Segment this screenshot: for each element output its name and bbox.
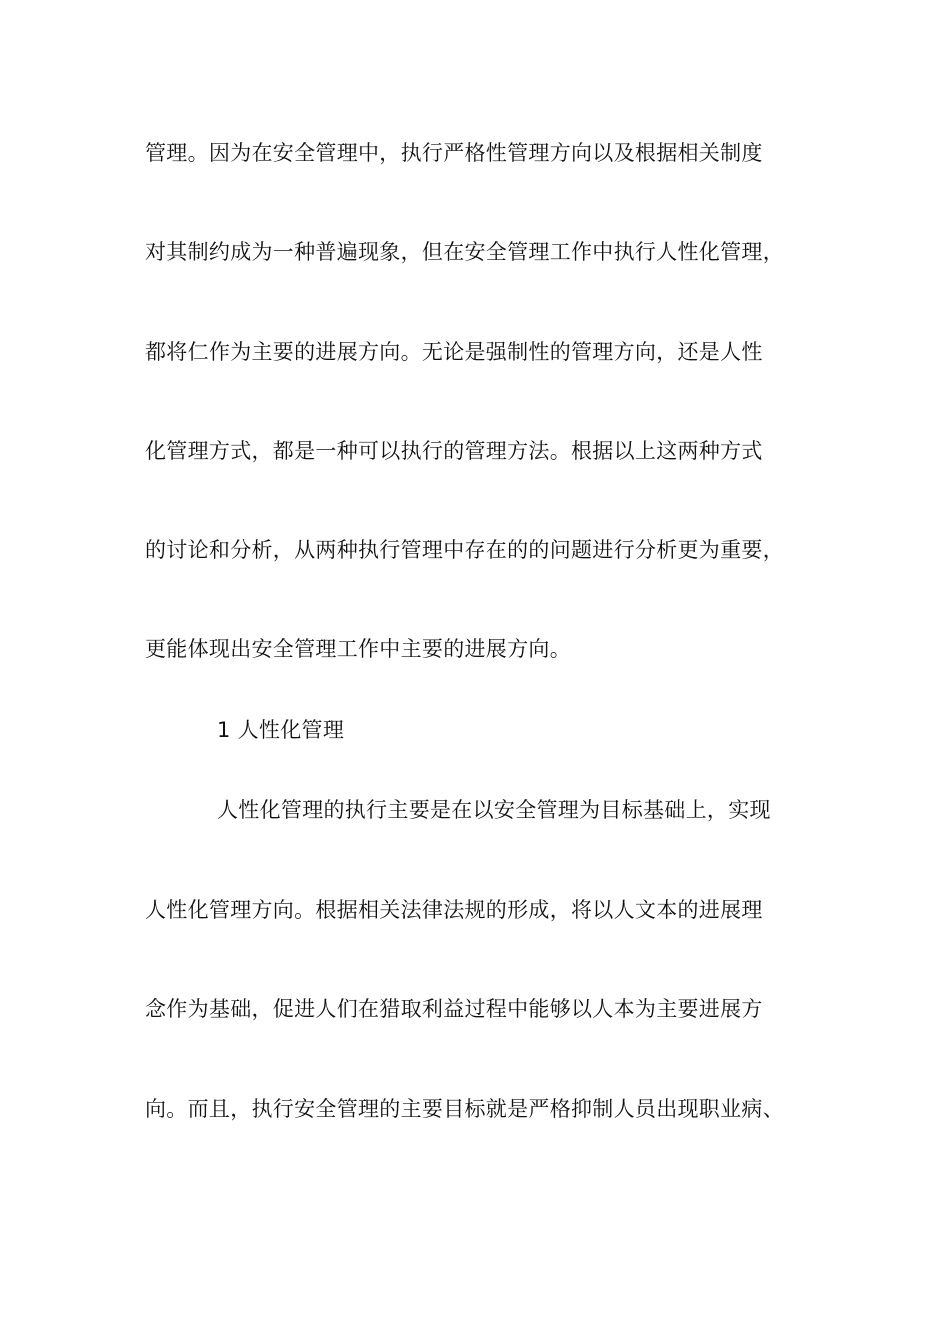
paragraph-line: 向。而且，执行安全管理的主要目标就是严格抑制人员出现职业病、 [145,1097,784,1121]
paragraph-line: 化管理方式，都是一种可以执行的管理方法。根据以上这两种方式 [145,439,763,463]
paragraph-line: 的讨论和分析，从两种执行管理中存在的的问题进行分析更为重要， [145,538,784,562]
paragraph-line: 人性化管理方向。根据相关法律法规的形成，将以人文本的进展理 [145,898,763,922]
paragraph-line: 都将仁作为主要的进展方向。无论是强制性的管理方向，还是人性 [145,340,763,364]
paragraph-line: 人性化管理的执行主要是在以安全管理为目标基础上，实现 [217,798,771,822]
paragraph-line: 更能体现出安全管理工作中主要的进展方向。 [145,637,571,661]
paragraph-line: 管理。因为在安全管理中，执行严格性管理方向以及根据相关制度 [145,141,763,165]
section-heading: 1 人性化管理 [217,718,345,742]
paragraph-line: 对其制约成为一种普遍现象，但在安全管理工作中执行人性化管理， [145,240,784,264]
paragraph-line: 念作为基础，促进人们在猎取利益过程中能够以人本为主要进展方 [145,997,763,1021]
